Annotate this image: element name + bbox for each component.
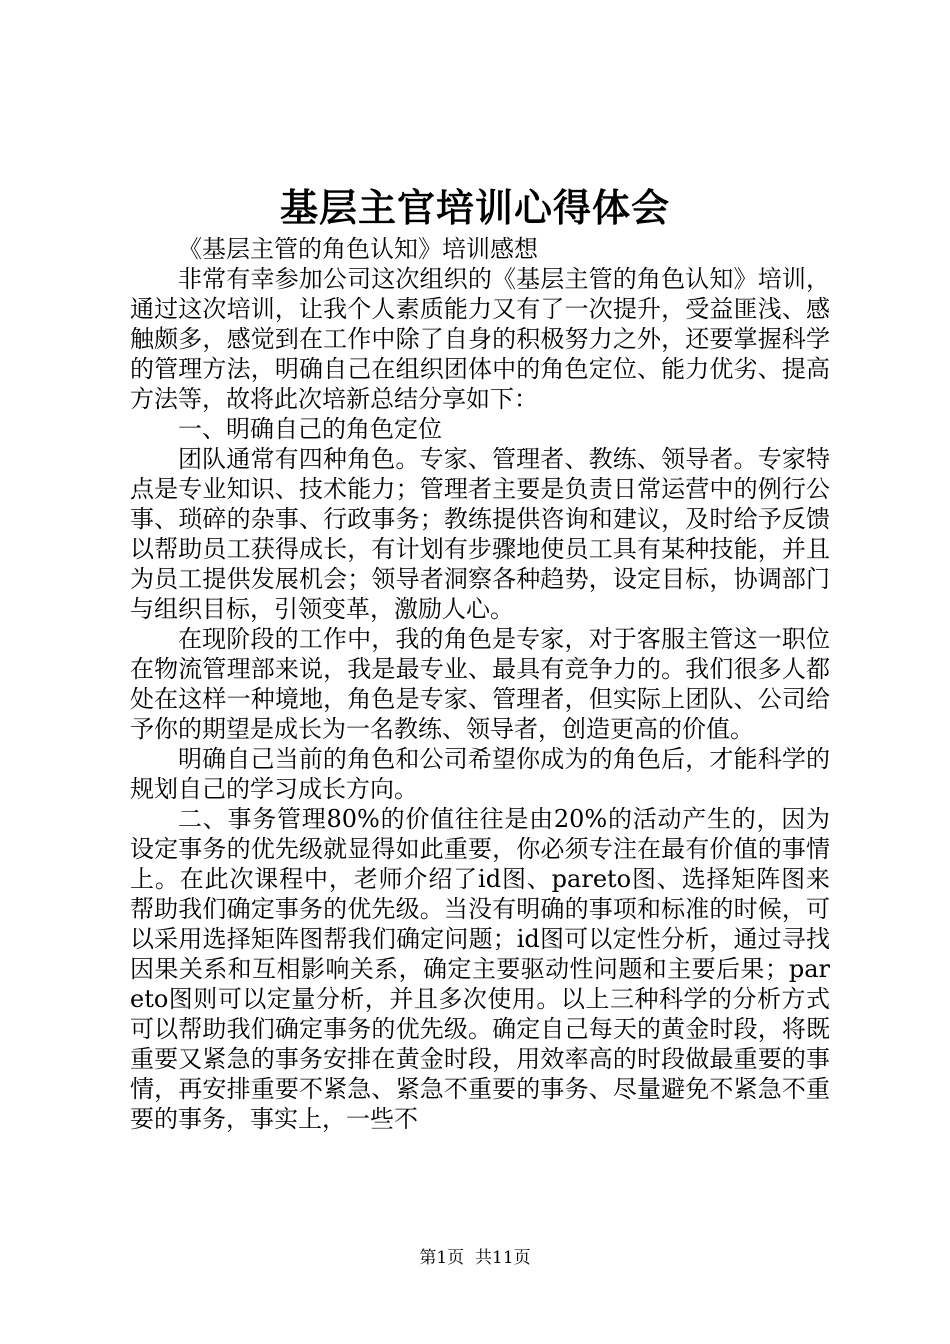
body-paragraph: 在现阶段的工作中，我的角色是专家，对于客服主管这一职位在物流管理部来说，我是最专业、最具有竞争力的。我们很多人都处在这样一种境地，角色是专家、管理者，但实际上团队、公司给予你的期望是成长为一名教练、领导者，创造更高的价值。 <box>130 625 830 743</box>
body-paragraph: 团队通常有四种角色。专家、管理者、教练、领导者。专家特点是专业知识、技术能力；管理者主要是负责日常运营中的例行公事、琐碎的杂事、行政事务；教练提供咨询和建议，及时给予反馈以帮助员工获得成长，有计划有步骤地使员工具有某种技能，并且为员工提供发展机会；领导者洞察各种趋势，设定目标，协调部门与组织目标，引领变革，激励人心。 <box>130 445 830 623</box>
intro-paragraph: 非常有幸参加公司这次组织的《基层主管的角色认知》培训，通过这次培训，让我个人素质能力又有了一次提升，受益匪浅、感触颇多，感觉到在工作中除了自身的积极努力之外，还要掌握科学的管理方法，明确自己在组织团体中的角色定位、能力优劣、提高方法等，故将此次培新总结分享如下： <box>130 265 830 413</box>
page-number: 第1页 <box>419 1248 465 1268</box>
page-footer <box>0 1247 950 1269</box>
section-heading-1: 一、明确自己的角色定位 <box>178 415 442 443</box>
subtitle-paragraph: 《基层主管的角色认知》培训感想 <box>178 235 538 263</box>
document-body <box>130 234 830 1134</box>
section-paragraph-2: 二、事务管理80%的价值往往是由20%的活动产生的，因为设定事务的优先级就显得如此重要，你必须专注在最有价值的事情上。在此次课程中，老师介绍了id图、pareto图、选择矩阵图来帮助我们确定事务的优先级。当没有明确的事项和标准的时候，可以采用选择矩阵图帮我们确定问题；id图可以定性分析，通过寻找因果关系和互相影响关系，确定主要驱动性问题和主要后果；pareto图则可以定量分析，并且多次使用。以上三种科学的分析方式可以帮助我们确定事务的优先级。确定自己每天的黄金时段，将既重要又紧急的事务安排在黄金时段，用效率高的时段做最重要的事情，再安排重要不紧急、紧急不重要的事务、尽量避免不紧急不重要的事务，事实上，一些不 <box>130 805 830 1133</box>
page-total: 共11页 <box>475 1248 531 1268</box>
document-title: 基层主官培训心得体会 <box>279 185 670 230</box>
body-paragraph: 明确自己当前的角色和公司希望你成为的角色后，才能科学的规划自己的学习成长方向。 <box>130 745 830 803</box>
